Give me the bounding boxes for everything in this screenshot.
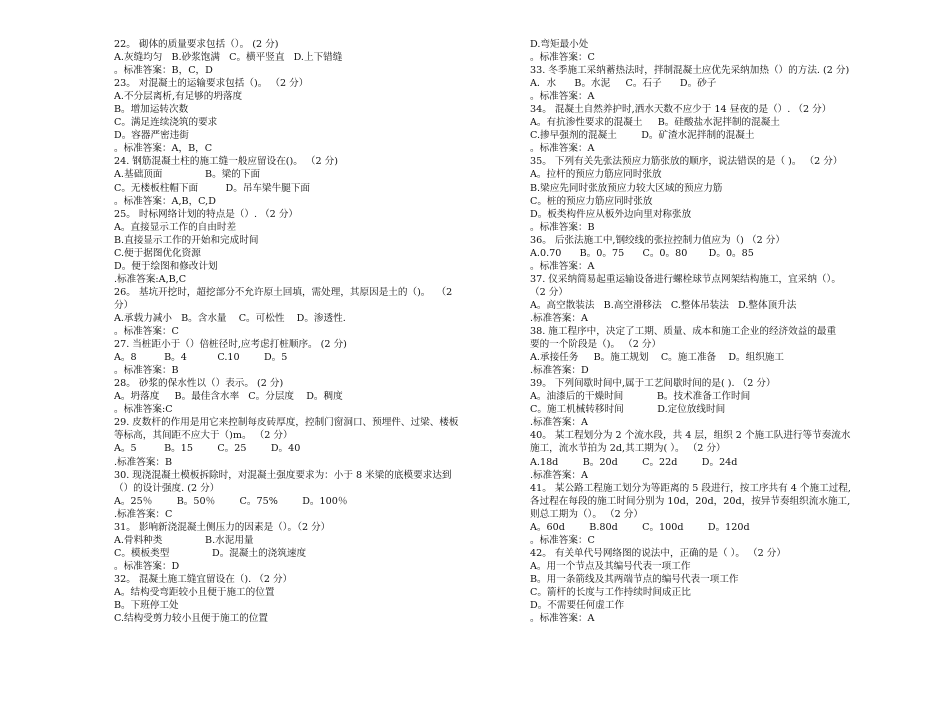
right-text-line: 38. 施工程序中，决定了工期、质量、成本和施工企业的经济效益的最重 xyxy=(530,326,837,338)
left-text-line: 。标准答案：A,B，C,D xyxy=(114,195,216,207)
left-text-line: 。标准答案：C xyxy=(114,326,179,338)
left-text-line: 30. 现浇混凝土模板拆除时，对混凝土强度要求为：小于 8 米梁的底模要求达到 xyxy=(114,469,452,481)
right-text-line: 则总工期为（）。 （2 分） xyxy=(530,508,643,520)
left-text-line: 25。 时标网络计划的特点是（）. （2 分） xyxy=(114,208,299,220)
right-text-line: .标准答案：A xyxy=(530,417,588,429)
left-text-line: 。标准答案：D xyxy=(114,560,180,572)
left-text-line: 。标准答案:C xyxy=(114,404,173,416)
right-text-line: 34。 混凝土自然养护时,洒水天数不应少于 14 昼夜的是（）. （2 分） xyxy=(530,104,832,116)
right-text-line: A.18d B。20d C。22d D。24d xyxy=(530,456,738,468)
left-text-line: A.基础顶面 B。梁的下面 xyxy=(114,169,261,181)
right-text-line: 33. 冬季施工采纳蓄热法时，拌制混凝土应优先采纳加热（）的方法. (2 分) xyxy=(530,65,850,77)
left-text-line: 27. 当桩距小于（）倍桩径时,应考虑打桩顺序。 (2 分) xyxy=(114,339,347,351)
right-text-line: B.梁应先同时张放预应力较大区域的预应力筋 xyxy=(530,182,723,194)
left-text-line: 分） xyxy=(114,299,134,311)
left-text-line: 23。 对混凝土的运输要求包括（)。 （2 分） xyxy=(114,78,309,90)
right-text-line: 36。 后张法施工中,钢绞线的张拉控制力值应为（) （2 分） xyxy=(530,234,785,246)
right-text-line: A.0.70 B。0。75 C。0。80 D。0。85 xyxy=(530,247,754,259)
right-text-line: 37. 仪采纳简易起重运输设备进行螺栓球节点网架结构施工，宜采纳（）。 xyxy=(530,273,841,285)
left-text-line: C。满足连续浇筑的要求 xyxy=(114,117,218,129)
left-text-line: 。标准答案：A，B，C xyxy=(114,143,213,155)
right-text-line: A。用一个节点及其编号代表一项工作 xyxy=(530,560,691,572)
right-text-line: 39。 下列间歇时间中,属于工艺间歇时间的是( ). （2 分） xyxy=(530,378,776,390)
left-text-line: C.结构受剪力较小且便于施工的位置 xyxy=(114,613,268,625)
right-text-line: C。箭杆的长度与工作持续时间成正比 xyxy=(530,586,691,598)
right-text-line: 42。 有关单代号网络图的说法中，正确的是（ ）。 （2 分） xyxy=(530,547,786,559)
right-text-line: 。标准答案：A xyxy=(530,91,595,103)
left-text-line: 31。 影响新浇混凝土侧压力的因素是（）。（2 分） xyxy=(114,521,331,533)
right-text-line: 施工，流水节拍为 2d,其工期为( ）。 （2 分） xyxy=(530,443,726,455)
left-text-line: 32。 混凝土施工缝宜留设在（). （2 分） xyxy=(114,573,293,585)
left-text-line: A。25％ B。50％ C。75% D。100％ xyxy=(114,495,348,507)
right-text-line: A．水 B。水泥 C。石子 D。砂子 xyxy=(530,78,717,90)
right-text-line: 。标准答案：B xyxy=(530,221,595,233)
left-text-line: B.直接显示工作的开始和完成时间 xyxy=(114,234,259,246)
left-text-line: 24. 钢筋混凝土柱的施工缝一般应留设在()。 （2 分) xyxy=(114,156,339,168)
right-text-line: 各过程在每段的施工时间分别为 10d，20d，20d，按异节奏组织流水施工, xyxy=(530,495,851,507)
left-text-line: C。模板类型 D。混凝土的浇筑速度 xyxy=(114,547,307,559)
right-text-line: 要的一个阶段是（)。 （2 分） xyxy=(530,339,662,351)
right-text-line: 41。 某公路工程施工划分为等距离的 5 段进行，按工序共有 4 个施工过程, xyxy=(530,482,851,494)
right-text-line: D。不需要任何虚工作 xyxy=(530,600,625,612)
left-text-line: A.骨料种类 B.水泥用量 xyxy=(114,534,254,546)
right-text-line: C。桩的预应力筋应同时张放 xyxy=(530,195,653,207)
left-text-line: .标准答案：C xyxy=(114,508,173,520)
right-text-line: .标准答案：A xyxy=(530,312,588,324)
left-text-line: A.不分层离析,有足够的坍落度 xyxy=(114,91,243,103)
right-text-line: 。标准答案：A xyxy=(530,143,595,155)
left-text-line: 28。 砂浆的保水性以（）表示。 (2 分) xyxy=(114,378,284,390)
left-text-line: 29. 皮数杆的作用是用它来控制每皮砖厚度，控制门窗洞口、预埋件、过梁、楼板 xyxy=(114,417,459,429)
left-text-line: A。直接显示工作的自由时差 xyxy=(114,221,237,233)
left-text-line: 22。 砌体的质量要求包括（）。 (2 分) xyxy=(114,39,279,50)
left-text-line: A。5 B。15 C。25 D。40 xyxy=(114,443,301,455)
left-text-line: B。增加运转次数 xyxy=(114,104,189,116)
right-text-line: 。标准答案：C xyxy=(530,52,595,64)
left-text-line: A。8 B。4 C.10 D。5 xyxy=(114,352,288,364)
left-text-line: 。标准答案：B xyxy=(114,365,179,377)
right-text-line: A。有抗渗性要求的混凝土 B。硅酸盐水泥拌制的混凝土 xyxy=(530,117,780,129)
right-text-line: A。60d B.80d C。100d D。120d xyxy=(530,521,750,533)
left-text-line: D。容器严密违街 xyxy=(114,130,189,142)
right-text-line: D。板类构件应从板外边向里对称张放 xyxy=(530,208,692,220)
right-text-line: A。油漆后的干燥时间 B。技术准备工作时间 xyxy=(530,391,751,403)
right-text-line: D.弯矩最小处 xyxy=(530,39,589,50)
left-text-line: A。结构受弯距较小且便于施工的位置 xyxy=(114,586,275,598)
right-text-line: 35。 下列有关先张法预应力筋张放的顺序，说法错误的是（ )。 （2 分） xyxy=(530,156,843,168)
left-text-line: 。标准答案：B，C，D xyxy=(114,65,213,77)
left-text-line: D。便于绘图和修改计划 xyxy=(114,260,218,272)
right-text-line: 。标准答案：A xyxy=(530,260,595,272)
left-text-line: .标准答案：B xyxy=(114,456,173,468)
left-text-line: A.灰缝均匀 B.砂浆饱满 C。横平竖直 D.上下错缝 xyxy=(114,52,343,64)
right-text-line: 。标准答案：A xyxy=(530,613,595,625)
right-text-line: （2 分） xyxy=(530,286,568,298)
right-text-line: C。施工机械转移时间 D.定位放线时间 xyxy=(530,404,726,416)
left-text-line: B。下班停工处 xyxy=(114,600,179,612)
left-text-line: A。坍落度 B。最佳含水率 C。分层度 D。稠度 xyxy=(114,391,343,403)
right-text-line: A.承接任务 B。施工规划 C。施工准备 D。组织施工 xyxy=(530,352,784,364)
right-text-line: B。用一条箭线及其两端节点的编号代表一项工作 xyxy=(530,573,739,585)
right-column xyxy=(530,38,882,625)
right-text-line: .标准答案：A xyxy=(530,469,588,481)
right-text-line: A。高空散装法 B.高空滑移法 C.整体吊装法 D.整体顶升法 xyxy=(530,299,797,311)
left-text-line: A.承载力减小 B。含水量 C。可松性 D。渗透性. xyxy=(114,312,346,324)
right-text-line: 40。 某工程划分为 2 个流水段，共 4 层，组织 2 个施工队进行等节奏流水 xyxy=(530,430,851,442)
left-text-line: C.便于据图优化资源 xyxy=(114,247,201,259)
right-text-line: A。拉杆的预应力筋应同时张放 xyxy=(530,169,662,181)
right-text-line: .标准答案：D xyxy=(530,365,589,377)
left-column xyxy=(114,38,502,625)
right-text-line: 。标准答案：C xyxy=(530,534,595,546)
left-text-line: 等标高，其间距不应大于（)m。 （2 分） xyxy=(114,430,293,442)
left-text-line: .标准答案:A,B,C xyxy=(114,273,187,285)
left-text-line: （）的设计强度. (2 分） xyxy=(114,482,220,494)
left-text-line: 26。 基坑开挖时，超挖部分不允许原土回填，需处理，其原因是土的（)。 （2 xyxy=(114,286,453,298)
right-text-line: C.掺早强剂的混凝土 D。矿渣水泥拌制的混凝土 xyxy=(530,130,755,142)
left-text-line: C。无楼板柱帽下面 D。吊车梁牛腿下面 xyxy=(114,182,310,194)
